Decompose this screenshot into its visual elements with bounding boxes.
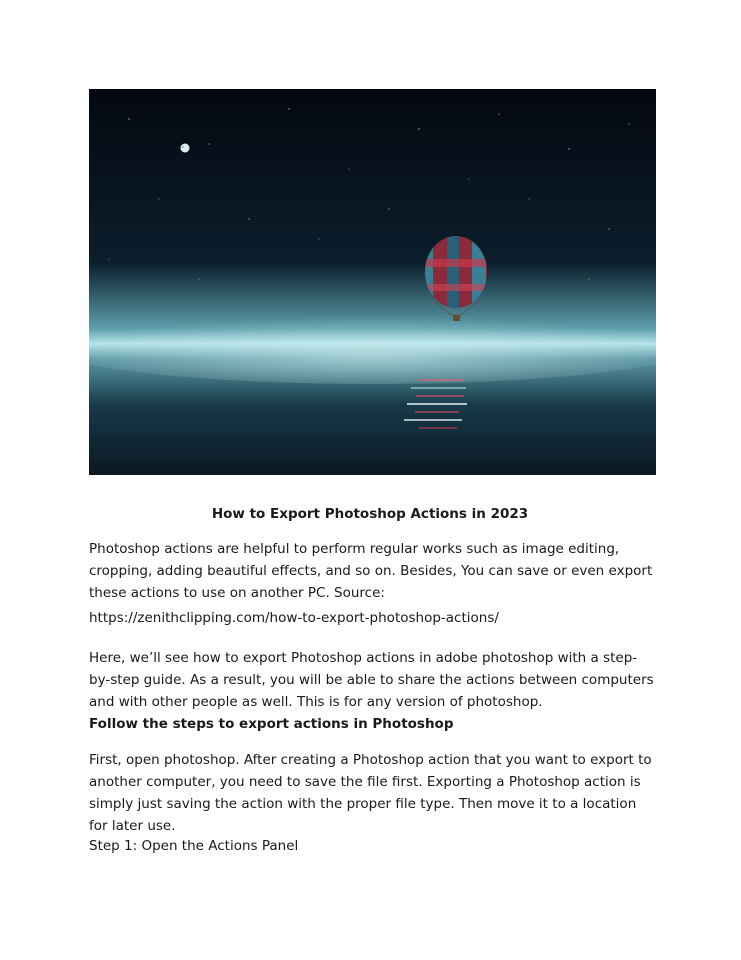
instructions-paragraph: First, open photoshop. After creating a Photoshop action that you want to export to another computer, you need to save the file first. Exporting a Photoshop action is simply just saving the action with the proper file type. Then move it to a location for later use.: [89, 752, 652, 834]
section-heading: Follow the steps to export actions in Photoshop: [89, 716, 454, 732]
intro-paragraph: Photoshop actions are helpful to perform regular works such as image editing, cropping, adding beautiful effects, and so on. Besides, You can save or even export these actions to use on another PC. Source:: [89, 541, 653, 601]
article-title: How to Export Photoshop Actions in 2023: [211, 506, 529, 522]
step-1: Step 1: Open the Actions Panel: [89, 838, 299, 854]
guide-paragraph: Here, we’ll see how to export Photoshop actions in adobe photoshop with a step-by-step guide. As a result, you will be able to share the actions between computers and with other people as well. This is for any version of photoshop.: [89, 650, 654, 710]
hero-image: [89, 89, 656, 475]
source-link[interactable]: https://zenithclipping.com/how-to-export-photoshop-actions/: [89, 610, 499, 626]
